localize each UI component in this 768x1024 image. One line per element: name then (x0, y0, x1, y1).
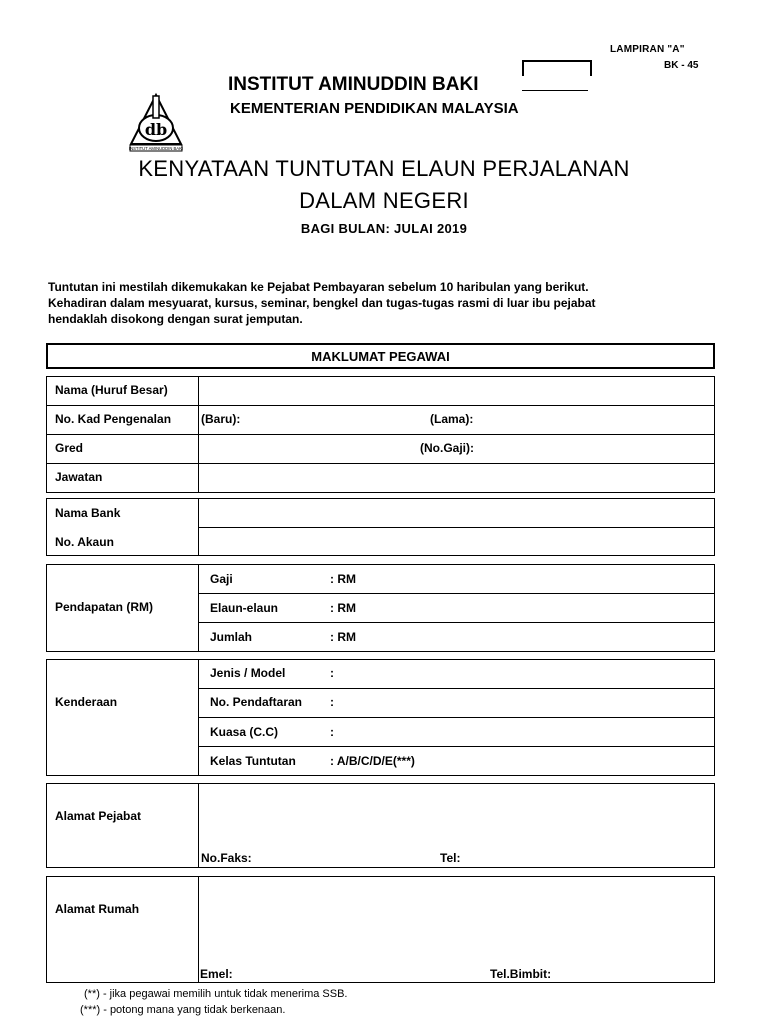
allowance-rm: : RM (330, 601, 356, 615)
ic-old-label: (Lama): (430, 412, 474, 426)
engine-cc-colon: : (330, 725, 334, 739)
reference-box (522, 60, 592, 76)
mobile-label: Tel.Bimbit: (490, 967, 552, 981)
ic-label: No. Kad Pengenalan (55, 412, 172, 426)
claim-class-value: : A/B/C/D/E(***) (330, 754, 415, 768)
claim-class-label: Kelas Tuntutan (210, 754, 296, 768)
total-rm: : RM (330, 630, 356, 644)
section-header (46, 343, 715, 369)
registration-colon: : (330, 695, 334, 709)
ic-new-label: (Baru): (201, 412, 241, 426)
fax-label: No.Faks: (201, 851, 252, 865)
home-address-label: Alamat Rumah (55, 902, 140, 916)
email-label: Emel: (200, 967, 233, 981)
account-no-label: No. Akaun (55, 535, 114, 549)
home-address-block (46, 876, 715, 983)
footnote-strike: (***) - potong mana yang tidak berkenaan. (80, 1004, 286, 1016)
form-title-line-2: DALAM NEGERI (299, 188, 469, 213)
model-colon: : (330, 666, 334, 680)
instruction-line-2: Kehadiran dalam mesyuarat, kursus, seminar, bengkel dan tugas-tugas rasmi di luar ibu pejabat (48, 296, 596, 310)
ministry-name: KEMENTERIAN PENDIDIKAN MALAYSIA (230, 100, 519, 117)
form-code: BK - 45 (664, 60, 699, 71)
position-label: Jawatan (55, 470, 103, 484)
claim-month: BAGI BULAN: JULAI 2019 (300, 221, 468, 236)
institute-name: INSTITUT AMINUDDIN BAKI (228, 74, 479, 95)
section-title: MAKLUMAT PEGAWAI (311, 349, 450, 364)
svg-text:db: db (144, 120, 168, 139)
office-tel-label: Tel: (440, 851, 461, 865)
office-address-block (46, 783, 715, 868)
salary-no-label: (No.Gaji): (420, 441, 474, 455)
model-label: Jenis / Model (210, 666, 286, 680)
salary-label: Gaji (210, 572, 233, 586)
logo-text: INSTITUT AMINUDDIN BAKI (128, 146, 184, 151)
total-label: Jumlah (210, 630, 253, 644)
instruction-line-3: hendaklah disokong dengan surat jemputan. (48, 312, 303, 326)
allowance-label: Elaun-elaun (210, 601, 279, 615)
grade-label: Gred (55, 441, 84, 455)
vehicle-label: Kenderaan (55, 695, 118, 709)
attachment-label: LAMPIRAN "A" (610, 44, 685, 55)
office-address-label: Alamat Pejabat (55, 809, 142, 823)
reference-line (522, 90, 588, 91)
iab-logo-icon (126, 92, 186, 152)
engine-cc-label: Kuasa (C.C) (210, 725, 279, 739)
salary-rm: : RM (330, 572, 356, 586)
registration-label: No. Pendaftaran (210, 695, 303, 709)
income-label: Pendapatan (RM) (55, 600, 154, 614)
instruction-line-1: Tuntutan ini mestilah dikemukakan ke Pejabat Pembayaran sebelum 10 haribulan yang berikut. (48, 280, 589, 294)
bank-name-label: Nama Bank (55, 506, 121, 520)
name-label: Nama (Huruf Besar) (55, 383, 168, 397)
form-title-line-1: KENYATAAN TUNTUTAN ELAUN PERJALANAN (138, 156, 630, 181)
footnote-ssb: (**) - jika pegawai memilih untuk tidak menerima SSB. (84, 988, 348, 1000)
